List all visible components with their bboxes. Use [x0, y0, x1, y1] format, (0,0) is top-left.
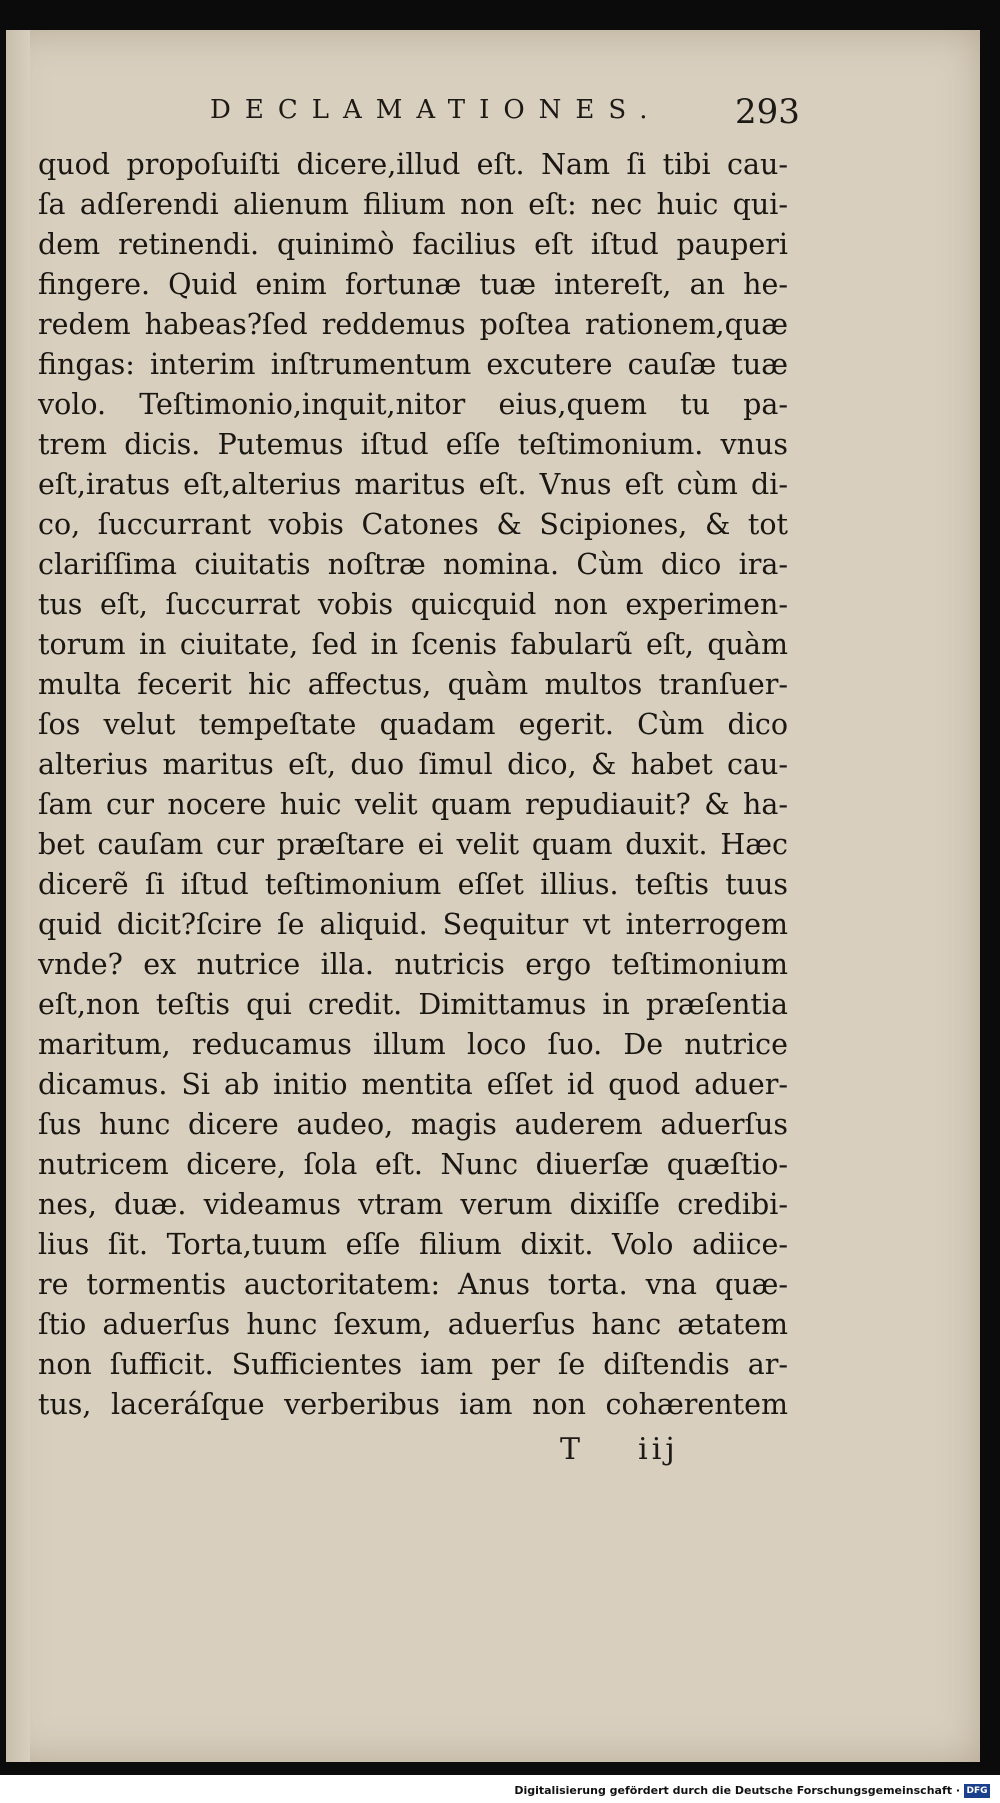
text-line: dicamus. Si ab initio mentita eſſet id quod aduer- [38, 1068, 788, 1101]
text-line: maritum, reducamus illum loco ſuo. De nutrice [38, 1028, 788, 1061]
text-line: ſa adſerendi alienum filium non eſt: nec huic qui- [38, 188, 788, 221]
text-line: ſos velut tempeſtate quadam egerit. Cùm dico [38, 708, 788, 741]
page-spine-shadow [6, 30, 30, 1762]
text-line: volo. Teſtimonio,inquit,nitor eius,quem tu pa- [38, 388, 788, 421]
text-line: nes, duæ. videamus vtram verum dixiſſe credibi- [38, 1188, 788, 1221]
text-line: tus, laceráſque verberibus iam non cohærentem [38, 1388, 788, 1421]
text-line: torum in ciuitate, ſed in ſcenis fabularũ eſt, quàm [38, 628, 788, 661]
text-line: vnde? ex nutrice illa. nutricis ergo teſtimonium [38, 948, 788, 981]
running-head: DECLAMATIONES. [210, 95, 662, 125]
text-line: fingas: interim inſtrumentum excutere cauſæ tuæ [38, 348, 788, 381]
text-line: ſtio aduerſus hunc ſexum, aduerſus hanc ætatem [38, 1308, 788, 1341]
body-text [38, 145, 788, 1425]
text-line: quid dicit?ſcire ſe aliquid. Sequitur vt interrogem [38, 908, 788, 941]
funding-credit: Digitalisierung gefördert durch die Deutsche Forschungsgemeinschaft · [514, 1784, 960, 1797]
text-line: eſt,iratus eſt,alterius maritus eſt. Vnus eſt cùm di- [38, 468, 788, 501]
text-line: quod propoſuiſti dicere,illud eſt. Nam ſi tibi cau- [38, 148, 788, 181]
dfg-logo: DFG [964, 1784, 990, 1798]
text-line: bet cauſam cur præſtare ei velit quam duxit. Hæc [38, 828, 788, 861]
signature-mark: T iij [560, 1432, 679, 1467]
text-line: clariſſima ciuitatis noſtræ nomina. Cùm dico ira- [38, 548, 788, 581]
text-line: ſam cur nocere huic velit quam repudiauit? & ha- [38, 788, 788, 821]
text-line: tus eſt, ſuccurrat vobis quicquid non experimen- [38, 588, 788, 621]
text-line: dem retinendi. quinimò facilius eſt iſtud pauperi [38, 228, 788, 261]
text-line: ſus hunc dicere audeo, magis auderem aduerſus [38, 1108, 788, 1141]
page-number: 293 [735, 92, 800, 132]
text-line: dicerẽ ſi iſtud teſtimonium eſſet illius. teſtis tuus [38, 868, 788, 901]
digitization-footer [0, 1775, 1000, 1803]
text-line: multa fecerit hic affectus, quàm multos tranſuer- [38, 668, 788, 701]
text-line: nutricem dicere, ſola eſt. Nunc diuerſæ quæſtio- [38, 1148, 788, 1181]
text-line: non ſufficit. Sufficientes iam per ſe diſtendis ar- [38, 1348, 788, 1381]
text-line: co, ſuccurrant vobis Catones & Scipiones, & tot [38, 508, 788, 541]
text-line: eſt,non teſtis qui credit. Dimittamus in præſentia [38, 988, 788, 1021]
text-line: trem dicis. Putemus iſtud eſſe teſtimonium. vnus [38, 428, 788, 461]
text-line: redem habeas?ſed reddemus poſtea rationem,quæ [38, 308, 788, 341]
text-line: alterius maritus eſt, duo ſimul dico, & habet cau- [38, 748, 788, 781]
text-line: lius ſit. Torta,tuum eſſe filium dixit. Volo adiice- [38, 1228, 788, 1261]
text-line: fingere. Quid enim fortunæ tuæ intereſt, an he- [38, 268, 788, 301]
text-line: re tormentis auctoritatem: Anus torta. vna quæ- [38, 1268, 788, 1301]
